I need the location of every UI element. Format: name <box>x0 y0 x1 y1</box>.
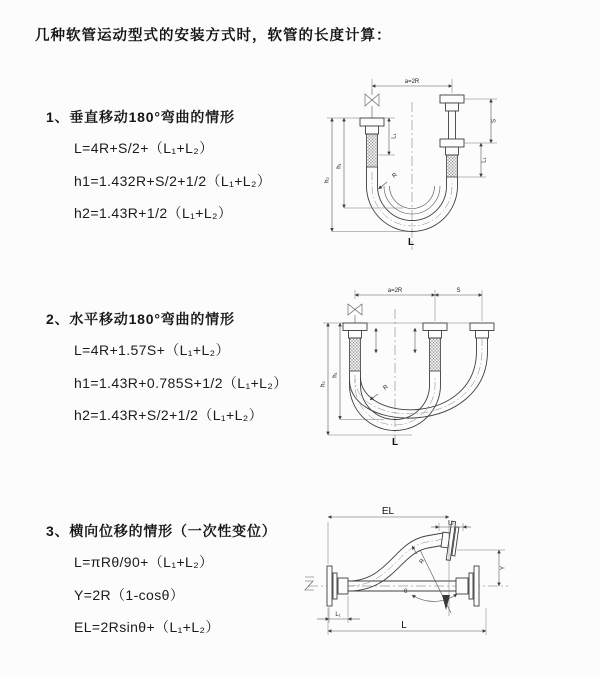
dimension-el <box>328 506 449 616</box>
section-heading: 1、垂直移动180°弯曲的情形 <box>46 109 235 125</box>
formula-line: h1=1.43R+0.785S+1/2（L₁+L₂） <box>74 374 288 391</box>
section-vertical-movement <box>46 102 271 230</box>
hose-braid-hatch <box>430 338 441 371</box>
dim-label-s: S <box>491 118 498 124</box>
formula-line: L=4R+S/2+（L₁+L₂） <box>74 140 214 157</box>
dim-label-a2R: a=2R <box>404 79 420 85</box>
left-flange <box>327 566 348 606</box>
hose-braid-hatch <box>350 338 361 371</box>
dimension-s <box>435 288 482 321</box>
dim-label-h1: h₁ <box>332 372 339 378</box>
section-lateral-displacement <box>46 516 277 644</box>
centerline-mark <box>305 577 314 590</box>
valve-icon <box>365 89 379 118</box>
formula-line: L=πRθ/90+（L₁+L₂） <box>74 554 214 571</box>
dim-label-h2: h₂ <box>324 177 331 183</box>
diagram-vertical-180-bend <box>315 72 600 257</box>
dimension-a2R <box>372 79 452 93</box>
formula-line: h2=1.43R+1/2（L₁+L₂） <box>74 205 233 222</box>
radius-label: R <box>382 384 390 392</box>
angle-label: θ <box>404 589 408 595</box>
middle-fitting <box>423 323 447 371</box>
section-heading: 2、水平移动180°弯曲的情形 <box>46 311 235 327</box>
dim-label-l1: L₁ <box>391 133 398 139</box>
dimension-l1 <box>317 596 360 623</box>
diagram-lateral-displacement <box>300 500 600 650</box>
page-title: 几种软管运动型式的安装方式时，软管的长度计算： <box>35 28 392 44</box>
right-fitting <box>470 323 494 338</box>
dim-label-y: Y <box>500 565 507 571</box>
left-fitting <box>360 118 384 167</box>
hose-s-curve <box>348 533 445 591</box>
diagram-horizontal-180-bend <box>312 285 600 450</box>
formula-line: EL=2Rsinθ+（L₁+L₂） <box>74 619 220 636</box>
formula-line: h1=1.432R+S/2+1/2（L₁+L₂） <box>74 172 272 189</box>
valve-icon <box>348 304 362 323</box>
dimension-l1-right <box>458 143 488 177</box>
left-fitting <box>343 323 367 371</box>
radius-callout <box>370 384 390 400</box>
section-horizontal-movement <box>46 304 288 432</box>
dim-label-h2: h₂ <box>320 381 327 387</box>
dim-label-l1: L₁ <box>335 612 341 618</box>
formula-line: h2=1.43R+S/2+1/2（L₁+L₂） <box>74 407 264 424</box>
hose-u-position2 <box>350 338 488 418</box>
dim-label-a2R: a=2R <box>387 288 403 294</box>
section-heading: 3、横向位移的情形（一次性变位） <box>46 523 277 539</box>
formula-line: L=4R+1.57S+（L₁+L₂） <box>74 342 230 359</box>
radius-label: R <box>391 172 399 180</box>
dim-label-s: S <box>456 288 461 294</box>
dim-label-l2: L₂ <box>448 520 454 527</box>
dim-label-el: EL <box>381 506 395 517</box>
hose-braid-hatch <box>447 155 458 177</box>
dimension-l <box>328 608 486 635</box>
formula-line: Y=2R（1-cosθ） <box>74 586 185 603</box>
right-fitting <box>440 95 464 177</box>
dimension-s <box>464 99 498 143</box>
hose-braid-hatch <box>367 134 378 167</box>
radius-callout <box>379 172 400 189</box>
dim-label-l1: L₁ <box>481 157 488 163</box>
radius-label: R <box>418 558 427 566</box>
dim-label-l: L <box>401 620 407 631</box>
length-label: L <box>408 237 415 248</box>
length-label: L <box>392 437 399 448</box>
dim-label-h1: h₁ <box>336 163 343 169</box>
